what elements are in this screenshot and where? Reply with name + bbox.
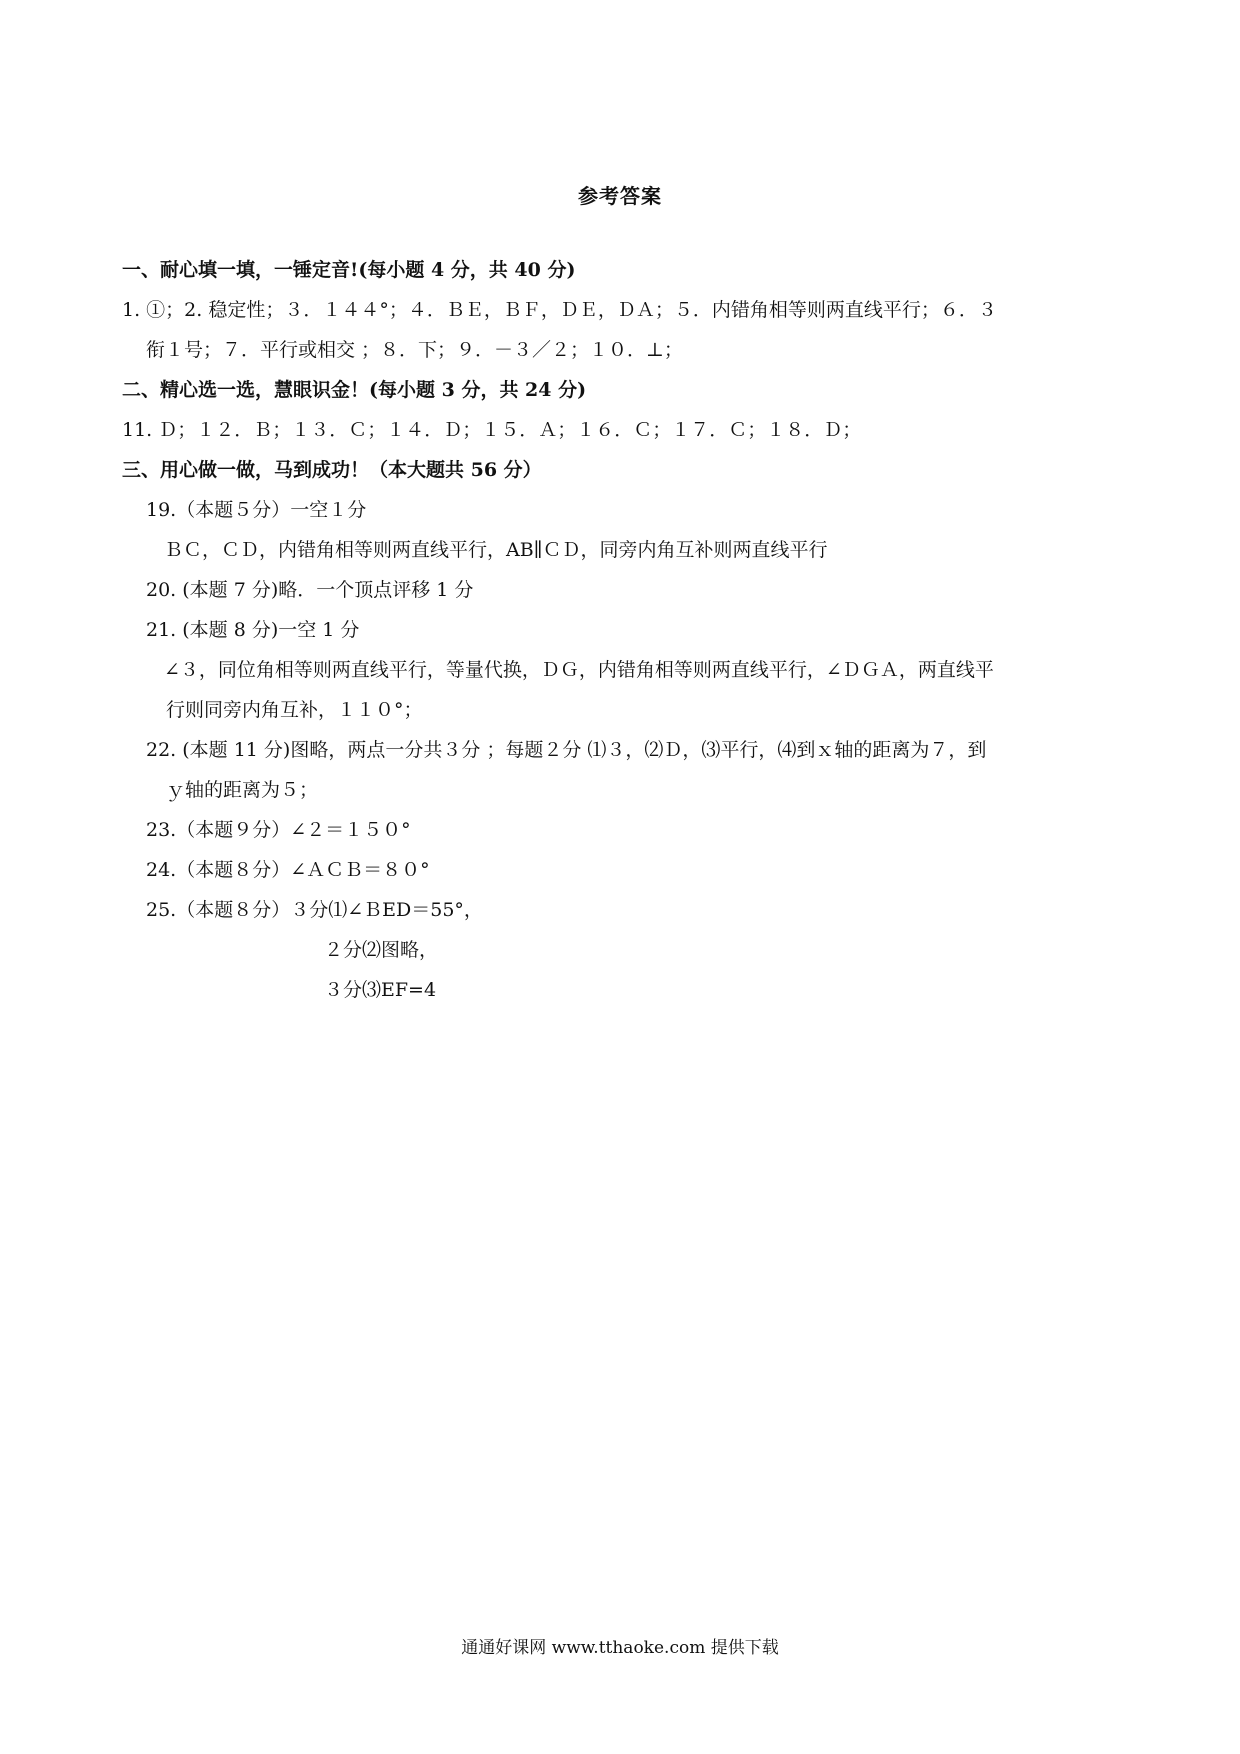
answer-25-line-3: ３分⑶EF=4 [324,979,437,1001]
answer-21-body-2: 行则同旁内角互补，１１０°； [166,699,423,721]
answer-20: 20. (本题 7 分)略．一个顶点评移 1 分 [146,579,474,601]
answer-23: 23.（本题９分）∠２＝１５０° [146,819,411,841]
answer-25-line-2: ２分⑵图略， [324,939,439,961]
answer-22-line-1: 22. (本题 11 分)图略，两点一分共３分 ；每题２分 ⑴３，⑵Ｄ，⑶平行，⑷到ｘ轴的距离为７，到 [146,739,987,761]
page-title: 参考答案 [578,184,662,208]
answer-25-line-1: 25.（本题８分）３分⑴∠ＢED＝55°， [146,899,483,921]
answer-19-header: 19.（本题５分）一空１分 [146,499,367,521]
answer-21-header: 21. (本题 8 分)一空 1 分 [146,619,360,641]
section-3-heading: 三、用心做一做，马到成功！（本大题共 56 分） [122,459,542,481]
section-1-heading: 一、耐心填一填，一锤定音!(每小题 4 分，共 40 分) [122,259,576,281]
section-1-line-1: 1. ①；2. 稳定性；３．１４４°；４．ＢＥ，ＢＦ，ＤＥ，ＤＡ；５．内错角相等则两直线平行；６．３ [122,299,997,321]
section-2-heading: 二、精心选一选，慧眼识金！(每小题 3 分，共 24 分) [122,379,587,401]
section-2-line-1: 11. Ｄ；１２．Ｂ；１３．Ｃ；１４．Ｄ；１５．Ａ；１６．Ｃ；１７．Ｃ；１８．Ｄ； [122,419,862,441]
answer-19-body: ＢＣ，ＣＤ，内错角相等则两直线平行，AB∥ＣＤ，同旁内角互补则两直线平行 [164,539,828,561]
page-footer: 通通好课网 www.tthaoke.com 提供下载 [461,1638,779,1658]
answer-22-line-2: ｙ轴的距离为５； [166,779,319,801]
answer-content [122,250,1132,1010]
section-1-line-2: 衔１号；７．平行或相交 ；８．下；９．－３／２；１０．⊥； [146,339,683,361]
answer-21-body-1: ∠３，同位角相等则两直线平行，等量代换，ＤＧ，内错角相等则两直线平行，∠ＤＧＡ，两直线平 [164,659,994,681]
answer-24: 24.（本题８分）∠ＡＣＢ＝８０° [146,859,430,881]
